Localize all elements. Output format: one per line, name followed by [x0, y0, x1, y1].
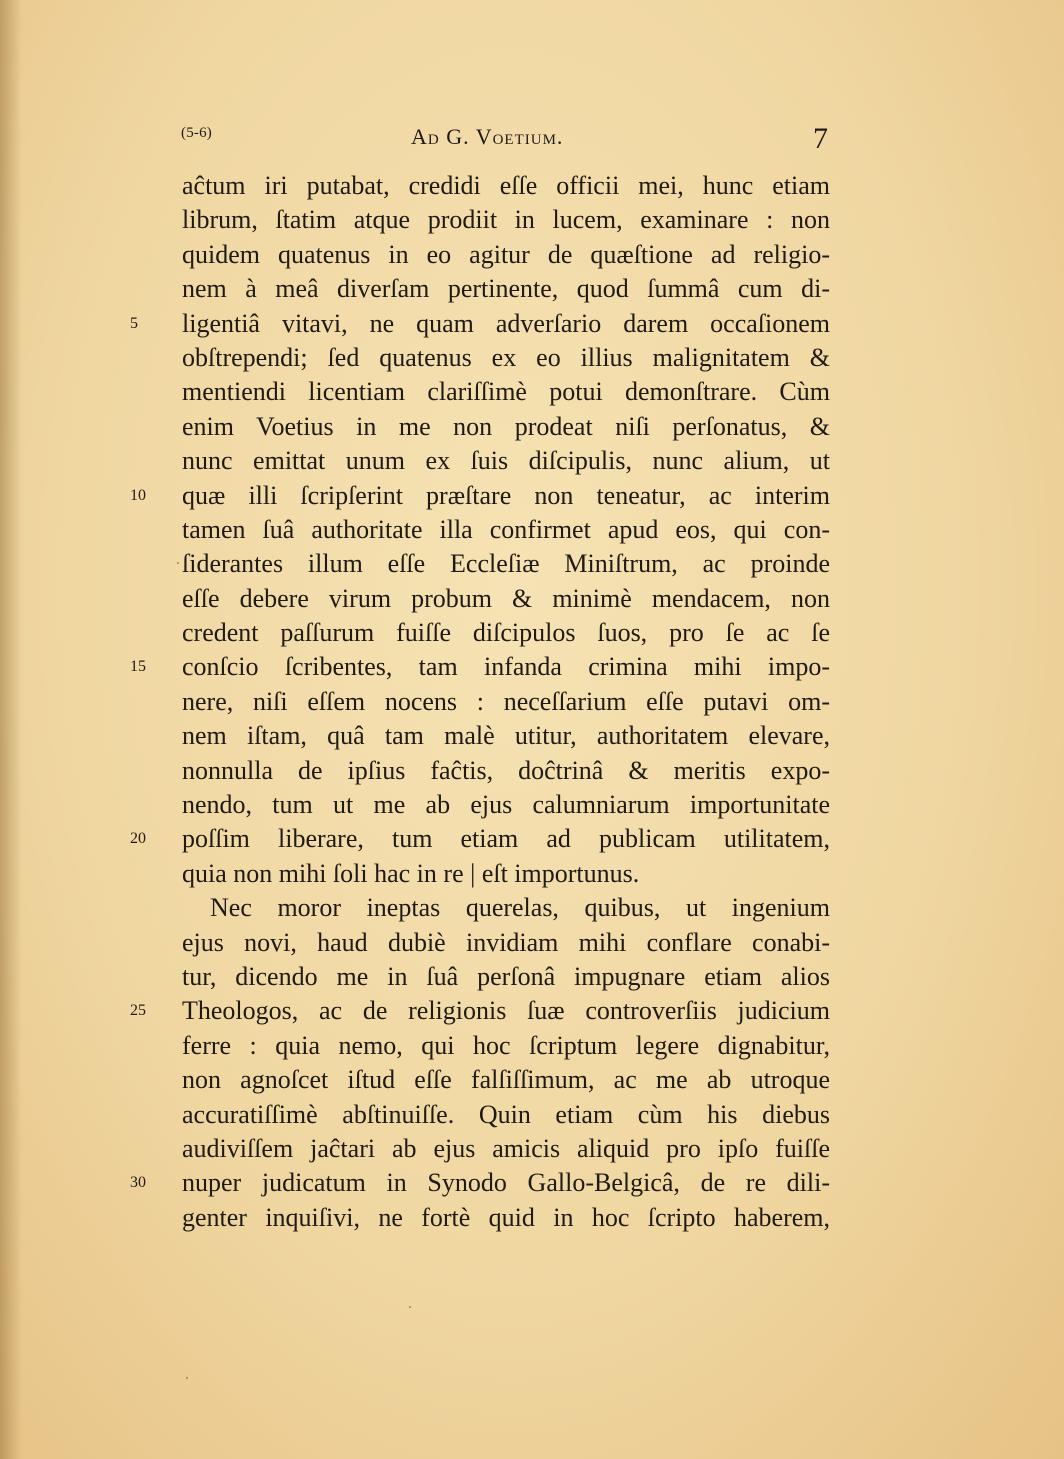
line-text: Nec moror ineptas querelas, quibus, ut ingenium — [210, 893, 830, 923]
text-line — [182, 891, 830, 925]
line-text: nem à meâ diverſam pertinente, quod ſummâ cum di- — [182, 274, 830, 304]
line-text: enim Voetius in me non prodeat niſi perſonatus, & — [182, 411, 830, 441]
text-line — [182, 341, 830, 375]
line-text: Theologos, ac de religionis ſuæ controverſiis judicium — [182, 996, 830, 1026]
text-line — [182, 754, 830, 788]
text-line — [182, 685, 830, 719]
text-line — [182, 1098, 830, 1132]
text-line — [130, 994, 830, 1028]
line-text: non agnoſcet iſtud eſſe falſiſſimum, ac me ab utroque — [182, 1065, 830, 1095]
text-line — [182, 926, 830, 960]
text-line — [182, 616, 830, 650]
line-text: tamen ſuâ authoritate illa confirmet apud eos, qui con- — [182, 514, 830, 544]
text-line — [182, 1029, 830, 1063]
page-range-marker: (5-6) — [181, 125, 212, 141]
line-text: librum, ſtatim atque prodiit in lucem, examinare : non — [182, 205, 830, 235]
paper-speck — [409, 1306, 411, 1308]
text-line — [182, 444, 830, 478]
text-line — [130, 479, 830, 513]
text-line — [182, 1201, 830, 1235]
line-number: 25 — [130, 1002, 146, 1020]
paper-speck — [186, 1377, 188, 1379]
main-text-block — [130, 169, 830, 1235]
line-text: nere, niſi eſſem nocens : neceſſarium eſſe putavi om- — [182, 686, 830, 716]
line-number: 30 — [130, 1174, 146, 1192]
text-line — [182, 857, 830, 891]
line-text: eſſe debere virum probum & minimè mendacem, non — [182, 583, 830, 613]
line-text: nunc emittat unum ex ſuis diſcipulis, nunc alium, ut — [182, 446, 830, 476]
line-text: tur, dicendo me in ſuâ perſonâ impugnare etiam alios — [182, 961, 830, 991]
text-line — [130, 650, 830, 684]
line-text: ſiderantes illum eſſe Eccleſiæ Miniſtrum, ac proinde — [182, 549, 830, 579]
line-number: 15 — [130, 658, 146, 676]
text-line — [182, 272, 830, 306]
line-text: ejus novi, haud dubiè invidiam mihi conflare conabi- — [182, 927, 830, 957]
line-text: conſcio ſcribentes, tam infanda crimina mihi impo- — [182, 652, 830, 682]
text-line — [130, 822, 830, 856]
line-text: poſſim liberare, tum etiam ad publicam utilitatem, — [182, 824, 830, 854]
text-line — [182, 719, 830, 753]
text-line — [182, 410, 830, 444]
line-text: nuper judicatum in Synodo Gallo-Belgicâ, de re dili- — [182, 1168, 830, 1198]
line-text: nem iſtam, quâ tam malè utitur, authoritatem elevare, — [182, 721, 830, 751]
running-title: Ad G. Voetium. — [411, 124, 564, 149]
text-line — [182, 547, 830, 581]
line-text: quia non mihi ſoli hac in re | eſt importunus. — [182, 858, 640, 888]
line-text: aĉtum iri putabat, credidi eſſe officii mei, hunc etiam — [182, 171, 830, 200]
line-text: ferre : quia nemo, qui hoc ſcriptum legere dignabitur, — [182, 1030, 830, 1060]
text-line — [182, 203, 830, 237]
line-text: mentiendi licentiam clariſſimè potui demonſtrare. Cùm — [182, 377, 830, 407]
text-line — [182, 1063, 830, 1097]
line-text: accuratiſſimè abſtinuiſſe. Quin etiam cùm his diebus — [182, 1099, 830, 1129]
line-number: 5 — [130, 314, 138, 332]
text-line — [182, 960, 830, 994]
line-text: audiviſſem jaĉtari ab ejus amicis aliquid pro ipſo fuiſſe — [182, 1133, 830, 1163]
paper-speck — [177, 562, 179, 564]
binding-shadow — [0, 0, 22, 1459]
text-line — [182, 582, 830, 616]
line-text: quæ illi ſcripſerint præſtare non teneatur, ac interim — [182, 480, 830, 510]
text-line — [130, 307, 830, 341]
text-line — [182, 513, 830, 547]
line-text: credent paſſurum fuiſſe diſcipulos ſuos, pro ſe ac ſe — [182, 618, 830, 648]
line-text: nendo, tum ut me ab ejus calumniarum importunitate — [182, 790, 830, 820]
text-line — [182, 169, 830, 203]
line-text: ligentiâ vitavi, ne quam adverſario darem occaſionem — [182, 308, 830, 338]
text-line — [182, 375, 830, 409]
page-number: 7 — [813, 122, 828, 155]
line-number: 10 — [130, 486, 146, 504]
text-line — [130, 1166, 830, 1200]
line-number: 20 — [130, 830, 146, 848]
line-text: quidem quatenus in eo agitur de quæſtione ad religio- — [182, 239, 830, 269]
text-line — [182, 788, 830, 822]
text-line — [182, 1132, 830, 1166]
line-text: genter inquiſivi, ne fortè quid in hoc ſcripto haberem, — [182, 1202, 830, 1232]
line-text: obſtrependi; ſed quatenus ex eo illius malignitatem & — [182, 342, 830, 372]
line-text: nonnulla de ipſius faĉtis, doĉtrinâ & meritis expo- — [182, 755, 830, 785]
text-line — [182, 238, 830, 272]
